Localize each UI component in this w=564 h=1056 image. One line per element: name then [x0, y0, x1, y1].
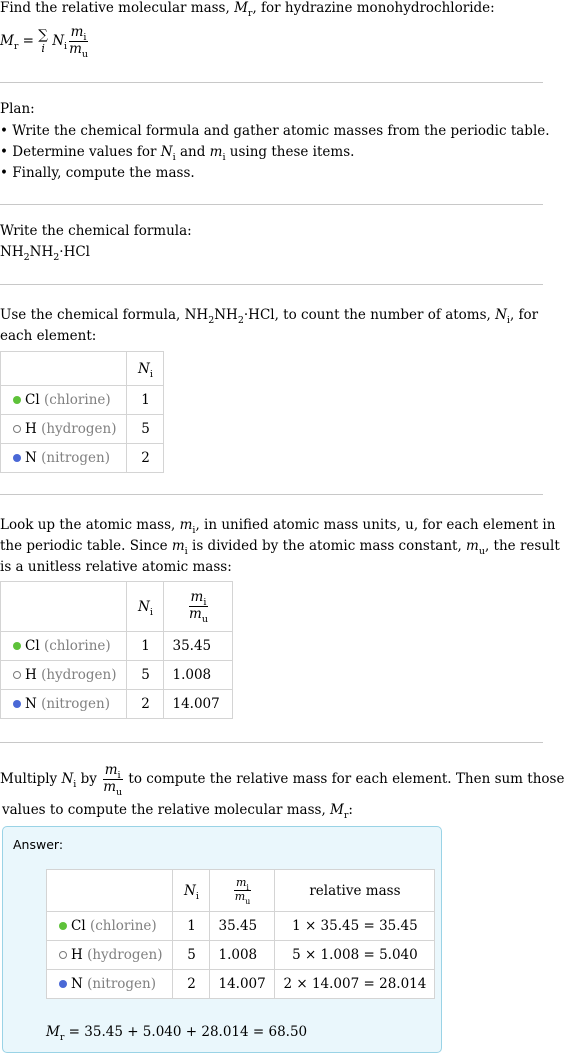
atomic-mass-table — [0, 581, 233, 719]
mass-value: 1.008 — [210, 941, 275, 970]
atom-count-table — [0, 351, 164, 473]
divider — [0, 284, 543, 285]
element-cell: H (hydrogen) — [47, 941, 173, 970]
header-Ni: $N_i$ — [127, 352, 164, 386]
element-cell: H (hydrogen) — [1, 661, 127, 690]
mass-value: 35.45 — [164, 632, 233, 661]
mass-value: 1.008 — [164, 661, 233, 690]
element-cell: Cl (chlorine) — [1, 632, 127, 661]
plan-step-2: • Determine values for $N_i$ and $m_i$ using these items. — [0, 144, 355, 163]
divider — [0, 742, 543, 743]
answer-label: Answer: — [13, 837, 64, 852]
count-value: 1 — [127, 632, 164, 661]
chlorine-dot-icon — [13, 642, 21, 650]
table-row — [1, 444, 164, 473]
nitrogen-dot-icon — [59, 980, 67, 988]
element-cell: N (nitrogen) — [1, 444, 127, 473]
header-Ni: $N_i$ — [173, 870, 210, 912]
divider — [0, 494, 543, 495]
mass-text-3: is a unitless relative atomic mass: — [0, 559, 232, 575]
mass-text-2: the periodic table. Since $m_i$ is divided by the atomic mass constant, $m_u$, the result — [0, 538, 560, 557]
header-relative-mass: relative mass — [275, 870, 435, 912]
count-value: 1 — [173, 912, 210, 941]
divider — [0, 82, 543, 83]
mass-text-1: Look up the atomic mass, $m_i$, in unified atomic mass units, u, for each element in — [0, 517, 556, 536]
nitrogen-dot-icon — [13, 700, 21, 708]
table-row — [1, 415, 164, 444]
count-value: 2 — [127, 444, 164, 473]
count-text: Use the chemical formula, $NH_2NH_2\cdot HCl$, to count the number of atoms, $N_i$, for — [0, 307, 539, 326]
relative-mass-value: 5 × 1.008 = 5.040 — [275, 941, 435, 970]
relative-mass-value: 1 × 35.45 = 35.45 — [275, 912, 435, 941]
plan-heading: Plan: — [0, 101, 35, 117]
count-value: 5 — [127, 661, 164, 690]
table-header-empty — [47, 870, 173, 912]
table-row — [47, 970, 435, 999]
chemical-formula: $NH_2NH_2\cdot HCl$ — [0, 244, 90, 263]
element-cell: N (nitrogen) — [1, 690, 127, 719]
count-value: 1 — [127, 386, 164, 415]
answer-box — [2, 826, 442, 1053]
plan-step-1: • Write the chemical formula and gather atomic masses from the periodic table. — [0, 123, 550, 139]
final-result: $M_r = 35.45 + 5.040 + 28.014 = 68.50$ — [46, 1024, 308, 1043]
plan-step-3: • Finally, compute the mass. — [0, 165, 195, 181]
table-row — [1, 632, 233, 661]
table-row — [47, 941, 435, 970]
header-Ni: $N_i$ — [127, 582, 164, 632]
header-mass-ratio: $\frac{m_i}{m_u}$ — [164, 582, 233, 632]
element-cell: Cl (chlorine) — [1, 386, 127, 415]
formula-heading: Write the chemical formula: — [0, 223, 192, 239]
table-row — [47, 912, 435, 941]
hydrogen-dot-icon — [59, 951, 67, 959]
mass-value: 35.45 — [210, 912, 275, 941]
table-row — [1, 690, 233, 719]
mass-value: 14.007 — [164, 690, 233, 719]
multiply-text: Multiply $N_i$ by $\frac{m_i}{m_u}$ to compute the relative mass for each element. Then sum those — [0, 762, 564, 798]
element-cell: Cl (chlorine) — [47, 912, 173, 941]
divider — [0, 204, 543, 205]
header-mass-ratio: $\frac{m_i}{m_u}$ — [210, 870, 275, 912]
relative-mass-value: 2 × 14.007 = 28.014 — [275, 970, 435, 999]
count-value: 5 — [127, 415, 164, 444]
intro-title: Find the relative molecular mass, $M_r$, for hydrazine monohydrochloride: — [0, 0, 495, 19]
chlorine-dot-icon — [59, 922, 67, 930]
hydrogen-dot-icon — [13, 425, 21, 433]
chlorine-dot-icon — [13, 396, 21, 404]
table-header-empty — [1, 352, 127, 386]
nitrogen-dot-icon — [13, 454, 21, 462]
count-text-line2: each element: — [0, 328, 97, 344]
element-cell: N (nitrogen) — [47, 970, 173, 999]
count-value: 2 — [173, 970, 210, 999]
table-row — [1, 661, 233, 690]
count-value: 5 — [173, 941, 210, 970]
multiply-text-2: values to compute the relative molecular mass, $M_r$: — [2, 802, 353, 821]
element-cell: H (hydrogen) — [1, 415, 127, 444]
table-header-empty — [1, 582, 127, 632]
hydrogen-dot-icon — [13, 671, 21, 679]
count-value: 2 — [127, 690, 164, 719]
intro-formula: $M_r$ = ∑ i $N_i$ $\frac{m_i}{m_u}$ — [0, 24, 89, 60]
table-row — [1, 386, 164, 415]
mass-value: 14.007 — [210, 970, 275, 999]
relative-mass-table — [46, 869, 435, 999]
